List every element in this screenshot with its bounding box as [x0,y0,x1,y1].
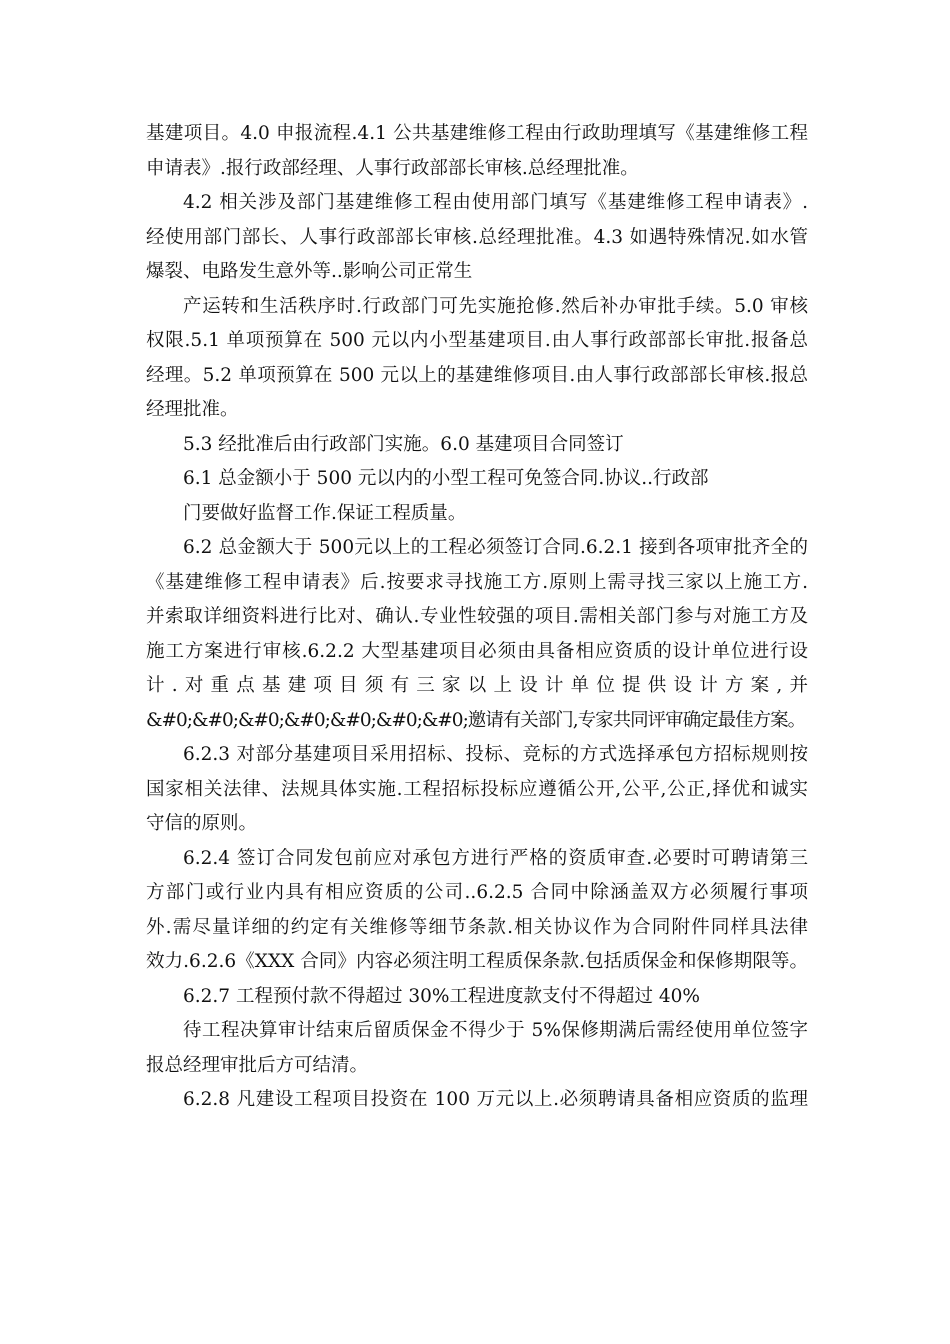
text-line: 6.2.8 凡建设工程项目投资在 100 万元以上.必须聘请具备相应资质的监理 [183,1089,808,1110]
text-line: 权限.5.1 单项预算在 500 元以内小型基建项目.由人事行政部部长审批.报备总 [146,330,808,351]
text-line: 效力.6.2.6《XXX 合同》内容必须注明工程质保条款.包括质保金和保修期限等。 [146,951,808,972]
text-line: 6.2.4 签订合同发包前应对承包方进行严格的资质审查.必要时可聘请第三 [183,847,808,869]
text-line: 经理批准。 [146,399,239,420]
text-line: 爆裂、电路发生意外等..影响公司正常生 [146,261,473,282]
text-line: 5.3 经批准后由行政部门实施。6.0 基建项目合同签订 [183,433,624,455]
text-line: 施工方案进行审核.6.2.2 大型基建项目必须由具备相应资质的设计单位进行设 [146,640,808,662]
text-line: 6.2 总金额大于 500元以上的工程必须签订合同.6.2.1 接到各项审批齐全的 [183,537,808,558]
text-line: 待工程决算审计结束后留质保金不得少于 5%保修期满后需经使用单位签字 [183,1020,808,1041]
text-line: 守信的原则。 [146,813,258,834]
text-line: 产运转和生活秩序时.行政部门可先实施抢修.然后补办审批手续。5.0 审核 [183,295,808,317]
text-line: 报总经理审批后方可结清。 [146,1054,369,1076]
text-line: 国家相关法律、法规具体实施.工程招标投标应遵循公开,公平,公正,择优和诚实 [146,778,808,800]
text-line: &#0;&#0;&#0;&#0;&#0;&#0;&#0;邀请有关部门,专家共同评审确定最佳方案。 [146,709,806,731]
text-line: 6.2.7 工程预付款不得超过 30%工程进度款支付不得超过 40% [183,985,700,1007]
text-line: 《基建维修工程申请表》后.按要求寻找施工方.原则上需寻找三家以上施工方. [146,571,808,593]
document-page [146,117,808,1118]
text-line: 计.对重点基建项目须有三家以上设计单位提供设计方案,并 [146,675,808,696]
text-line: 申请表》.报行政部经理、人事行政部部长审核.总经理批准。 [146,157,639,179]
text-line: 经使用部门部长、人事行政部部长审核.总经理批准。4.3 如遇特殊情况.如水管 [146,226,808,248]
text-line: 4.2 相关涉及部门基建维修工程由使用部门填写《基建维修工程申请表》. [183,192,808,213]
text-line: 外.需尽量详细的约定有关维修等细节条款.相关协议作为合同附件同样具法律 [146,916,808,938]
text-line: 6.1 总金额小于 500 元以内的小型工程可免签合同.协议..行政部 [183,468,709,489]
text-line: 门要做好监督工作.保证工程质量。 [183,502,467,524]
text-line: 方部门或行业内具有相应资质的公司..6.2.5 合同中除涵盖双方必须履行事项 [146,882,808,903]
text-line: 并索取详细资料进行比对、确认.专业性较强的项目.需相关部门参与对施工方及 [146,606,808,627]
text-line: 6.2.3 对部分基建项目采用招标、投标、竞标的方式选择承包方招标规则按 [183,744,808,765]
text-line: 基建项目。4.0 申报流程.4.1 公共基建维修工程由行政助理填写《基建维修工程 [146,123,808,144]
text-line: 经理。5.2 单项预算在 500 元以上的基建维修项目.由人事行政部部长审核.报总 [146,364,808,386]
